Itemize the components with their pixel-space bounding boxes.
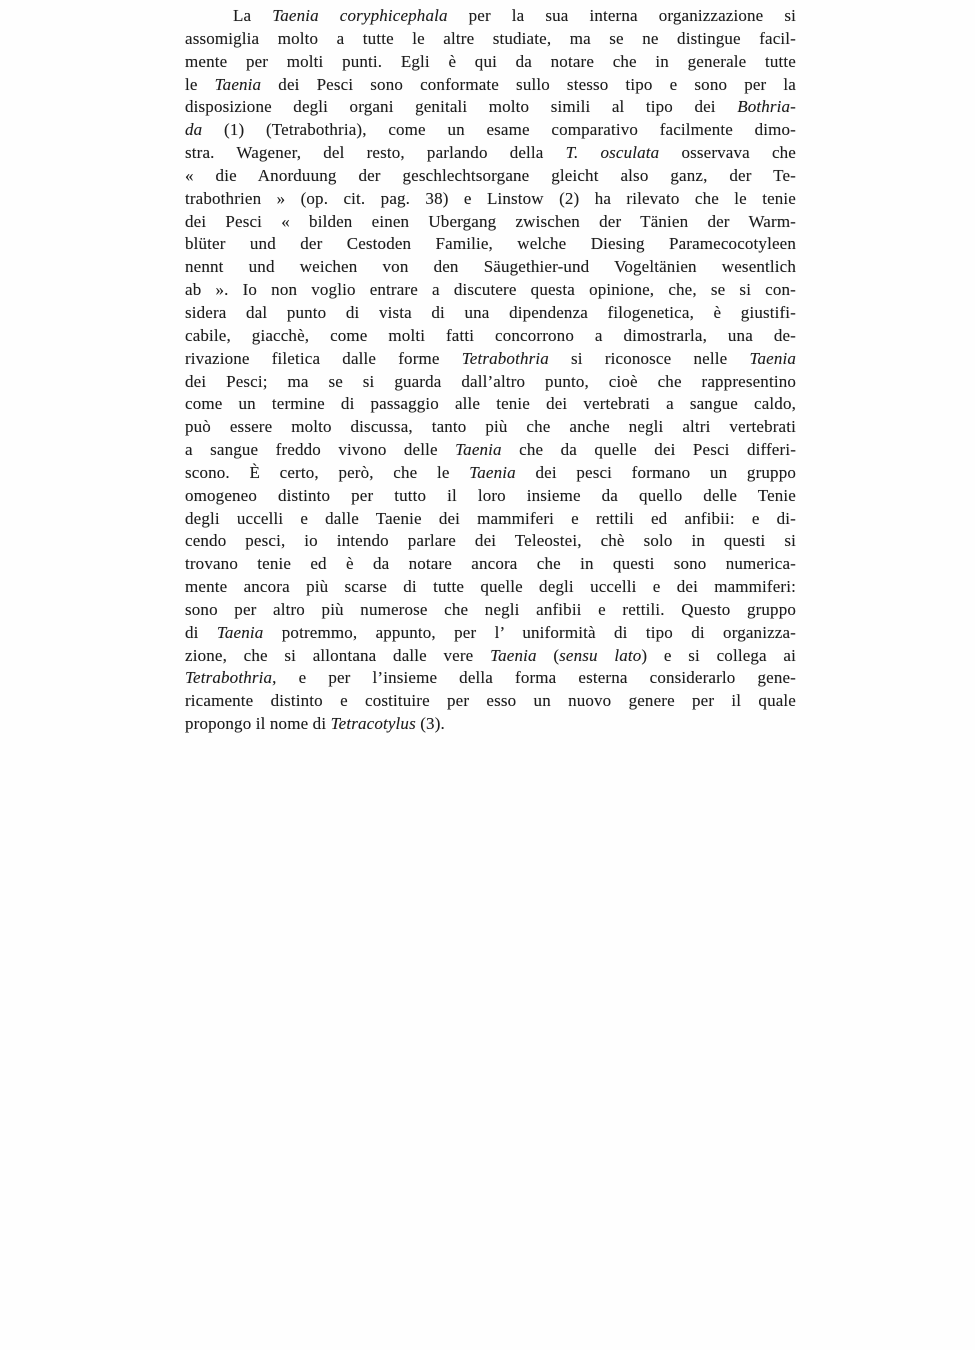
text-segment: ) e si collega ai: [641, 645, 796, 665]
text-line-12: [185, 256, 796, 279]
text-segment: (1) (Tetrabothria), come un esame comparativo facilmente dimo-: [202, 120, 796, 140]
text-line-6: [185, 119, 796, 142]
text-segment: può essere molto discussa, tanto più che anche negli altri vertebrati: [185, 417, 796, 437]
text-segment: mente ancora più scarse di tutte quelle degli uccelli e dei mammiferi:: [185, 577, 796, 597]
italic-taxon-text: sensu lato: [559, 645, 642, 665]
text-segment: per la sua interna organizzazione si: [447, 6, 796, 25]
text-line-13: [185, 279, 796, 302]
text-segment: dei Pesci; ma se si guarda dall’altro punto, cioè che rappresentino: [185, 371, 796, 391]
text-segment: che da quelle dei Pesci differi-: [501, 440, 797, 460]
text-line-31: [185, 690, 796, 713]
text-segment: mente per molti punti. Egli è qui da notare che in generale tutte: [185, 51, 796, 71]
text-line-25: [185, 553, 796, 576]
text-line-10: [185, 211, 796, 234]
italic-taxon-text: Taenia: [490, 645, 537, 665]
italic-taxon-text: Tetrabothria: [461, 348, 549, 368]
text-segment: blüter und der Cestoden Familie, welche Diesing Paramecocotyleen: [185, 234, 796, 254]
paragraph-text-block: [185, 5, 796, 736]
italic-taxon-text: Tetrabothria: [185, 668, 273, 688]
text-segment: trabothrien » (op. cit. pag. 38) e Linstow (2) ha rilevato che le tenie: [185, 188, 796, 208]
text-segment: stra. Wagener, del resto, parlando della: [185, 143, 566, 163]
italic-taxon-text: Taenia: [749, 348, 797, 368]
text-line-8: [185, 165, 796, 188]
text-segment: cabile, giacchè, come molti fatti concorrono a dimostrarla, una de-: [185, 325, 796, 345]
text-line-20: [185, 439, 796, 462]
italic-taxon-text: Taenia: [216, 622, 264, 642]
text-line-1: [185, 5, 796, 28]
italic-taxon-text: Bothria-: [737, 97, 796, 117]
text-segment: cendo pesci, io intendo parlare dei Teleostei, chè solo in questi si: [185, 531, 796, 551]
text-segment: a sangue freddo vivono delle: [185, 440, 456, 460]
text-line-7: [185, 142, 796, 165]
text-segment: dei Pesci sono conformate sullo stesso tipo e sono per la: [261, 74, 796, 94]
text-segment: sono per altro più numerose che negli anfibii e rettili. Questo gruppo: [185, 599, 796, 619]
text-segment: , e per l’insieme della forma esterna considerarlo gene-: [272, 668, 796, 688]
text-line-14: [185, 302, 796, 325]
text-segment: ricamente distinto e costituire per esso un nuovo genere per il quale: [185, 691, 796, 711]
text-segment: propongo il nome di: [185, 714, 331, 734]
text-line-4: [185, 74, 796, 97]
text-line-28: [185, 622, 796, 645]
text-line-16: [185, 348, 796, 371]
italic-taxon-text: da: [185, 120, 203, 140]
text-segment: assomiglia molto a tutte le altre studiate, ma se ne distingue facil-: [185, 28, 796, 48]
text-segment: omogeneo distinto per tutto il loro insieme da quello delle Tenie: [185, 485, 796, 505]
text-segment: si riconosce nelle: [548, 348, 750, 368]
text-line-17: [185, 371, 796, 394]
italic-taxon-text: Taenia: [469, 462, 516, 482]
text-line-11: [185, 233, 796, 256]
text-segment: potremmo, appunto, per l’ uniformità di tipo di organizza-: [263, 622, 796, 642]
text-segment: scono. È certo, però, che le: [185, 462, 470, 482]
text-segment: zione, che si allontana dalle vere: [185, 645, 491, 665]
text-line-5: [185, 96, 796, 119]
text-segment: La: [233, 6, 273, 25]
text-line-29: [185, 645, 796, 668]
italic-taxon-text: T. osculata: [565, 143, 660, 163]
text-segment: come un termine di passaggio alle tenie dei vertebrati a sangue caldo,: [185, 394, 796, 414]
text-line-15: [185, 325, 796, 348]
text-segment: disposizione degli organi genitali molto simili al tipo dei: [185, 97, 738, 117]
text-line-27: [185, 599, 796, 622]
italic-taxon-text: Taenia: [214, 74, 262, 94]
text-line-26: [185, 576, 796, 599]
italic-taxon-text: Tetracotylus: [330, 714, 416, 734]
text-segment: nennt und weichen von den Säugethier-und Vogeltänien wesentlich: [185, 257, 796, 277]
text-line-3: [185, 51, 796, 74]
text-line-30: [185, 667, 796, 690]
text-segment: ab ». Io non voglio entrare a discutere questa opinione, che, se si con-: [185, 280, 796, 300]
text-segment: osservava che: [659, 143, 797, 163]
text-line-22: [185, 485, 796, 508]
text-segment: « die Anorduung der geschlechtsorgane gleicht also ganz, der Te-: [185, 165, 796, 185]
text-line-21: [185, 462, 796, 485]
text-segment: (: [536, 645, 560, 665]
text-segment: trovano tenie ed è da notare ancora che in questi sono numerica-: [185, 554, 796, 574]
text-line-2: [185, 28, 796, 51]
text-segment: dei Pesci « bilden einen Ubergang zwischen der Tänien der Warm-: [185, 211, 796, 231]
text-segment: degli uccelli e dalle Taenie dei mammiferi e rettili ed anfibii: e di-: [185, 508, 796, 528]
text-segment: dei pesci formano un gruppo: [515, 462, 796, 482]
text-line-19: [185, 416, 796, 439]
text-line-9: [185, 188, 796, 211]
text-line-18: [185, 393, 796, 416]
text-line-32: [185, 713, 796, 736]
text-segment: le: [185, 74, 215, 94]
text-segment: sidera dal punto di vista di una dipendenza filogenetica, è giustifi-: [185, 302, 796, 322]
text-segment: di: [185, 622, 217, 642]
text-segment: rivazione filetica dalle forme: [185, 348, 462, 368]
italic-taxon-text: Taenia coryphicephala: [272, 6, 448, 25]
text-line-23: [185, 508, 796, 531]
italic-taxon-text: Taenia: [455, 440, 502, 460]
text-segment: (3).: [415, 714, 445, 734]
text-line-24: [185, 530, 796, 553]
